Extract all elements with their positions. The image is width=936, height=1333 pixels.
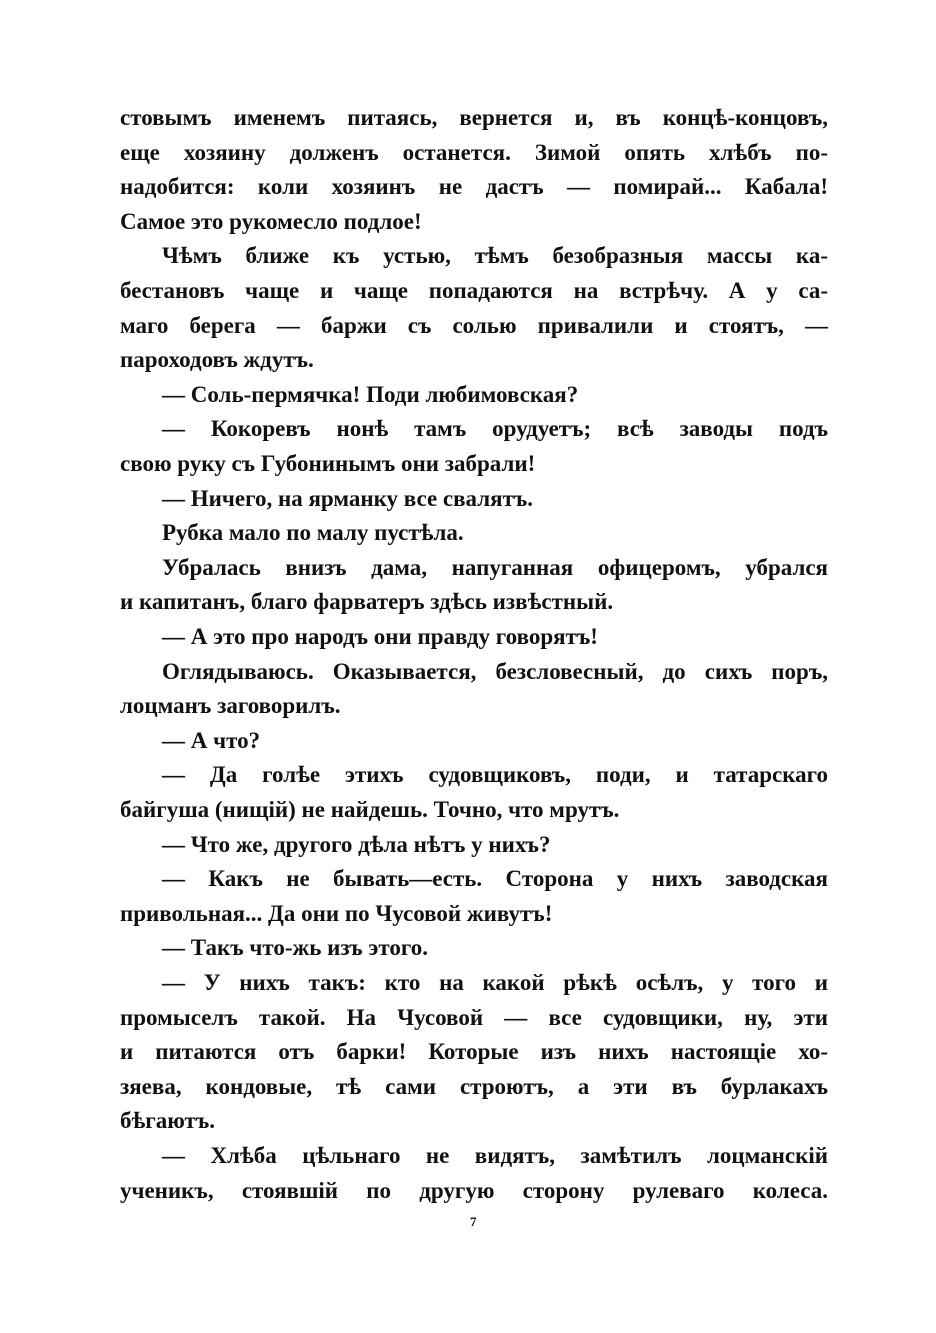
text-line: — А это про народъ они правду говорятъ! xyxy=(162,624,598,649)
text-line: промыселъ такой. На Чусовой — все судовщики, ну, эти xyxy=(120,1004,828,1030)
text-line: — Такъ что-жь изъ этого. xyxy=(162,935,428,961)
text-line: — Какъ не бывать—есть. Сторона у нихъ заводская xyxy=(162,866,828,892)
text-line: — А что? xyxy=(162,727,261,753)
text-line: бестановъ чаще и чаще попадаются на встрѣчу. А у са- xyxy=(120,278,828,303)
text-line: еще хозяину долженъ останется. Зимой опять хлѣбъ по- xyxy=(120,139,828,165)
text-line: — Кокоревъ нонѣ тамъ орудуетъ; всѣ заводы подъ xyxy=(162,416,828,442)
text-line: байгуша (нищій) не найдешь. Точно, что мрутъ. xyxy=(120,797,620,822)
text-line: бѣгаютъ. xyxy=(120,1108,215,1134)
text-line: — Хлѣба цѣльнаго не видятъ, замѣтилъ лоцманскій xyxy=(162,1143,828,1168)
text-line: зяева, кондовые, тѣ сами строютъ, а эти въ бурлакахъ xyxy=(120,1073,828,1099)
text-line: и капитанъ, благо фарватеръ здѣсь извѣстный. xyxy=(120,589,614,615)
text-line: — Соль-пермячка! Поди любимовская? xyxy=(162,381,579,407)
text-line: и питаются отъ барки! Которые изъ нихъ настоящіе хо- xyxy=(120,1039,828,1065)
text-line: стовымъ именемъ питаясь, вернется и, въ концѣ-концовъ, xyxy=(120,105,828,130)
text-line: Чѣмъ ближе къ устью, тѣмъ безобразныя массы ка- xyxy=(162,243,828,269)
text-line: пароходовъ ждутъ. xyxy=(120,347,314,373)
page-number: 7 xyxy=(470,1214,477,1229)
text-line: лоцманъ заговорилъ. xyxy=(120,693,341,719)
text-line: надобится: коли хозяинъ не дастъ — помирай... Кабала! xyxy=(120,174,828,200)
text-line: — Ничего, на ярманку все свалятъ. xyxy=(162,485,534,511)
text-line: — У нихъ такъ: кто на какой рѣкѣ осѣлъ, у того и xyxy=(162,970,828,995)
text-line: — Да голѣе этихъ судовщиковъ, поди, и татарскаго xyxy=(162,762,828,788)
text-line: Рубка мало по малу пустѣла. xyxy=(162,520,464,546)
text-line: Оглядываюсь. Оказывается, безсловесный, до сихъ поръ, xyxy=(162,658,828,684)
text-line: маго берега — баржи съ солью привалили и стоятъ, — xyxy=(120,312,828,338)
text-line: привольная... Да они по Чусовой живутъ! xyxy=(120,900,553,926)
text-line: ученикъ, стоявшій по другую сторону рулеваго колеса. xyxy=(120,1177,828,1203)
text-line: свою руку съ Губонинымъ они забрали! xyxy=(120,451,536,476)
text-line: Самое это рукомесло подлое! xyxy=(120,208,422,234)
text-line: — Что же, другого дѣла нѣтъ у нихъ? xyxy=(162,831,551,857)
text-line: Убралась внизъ дама, напуганная офицеромъ, убрался xyxy=(162,554,828,580)
